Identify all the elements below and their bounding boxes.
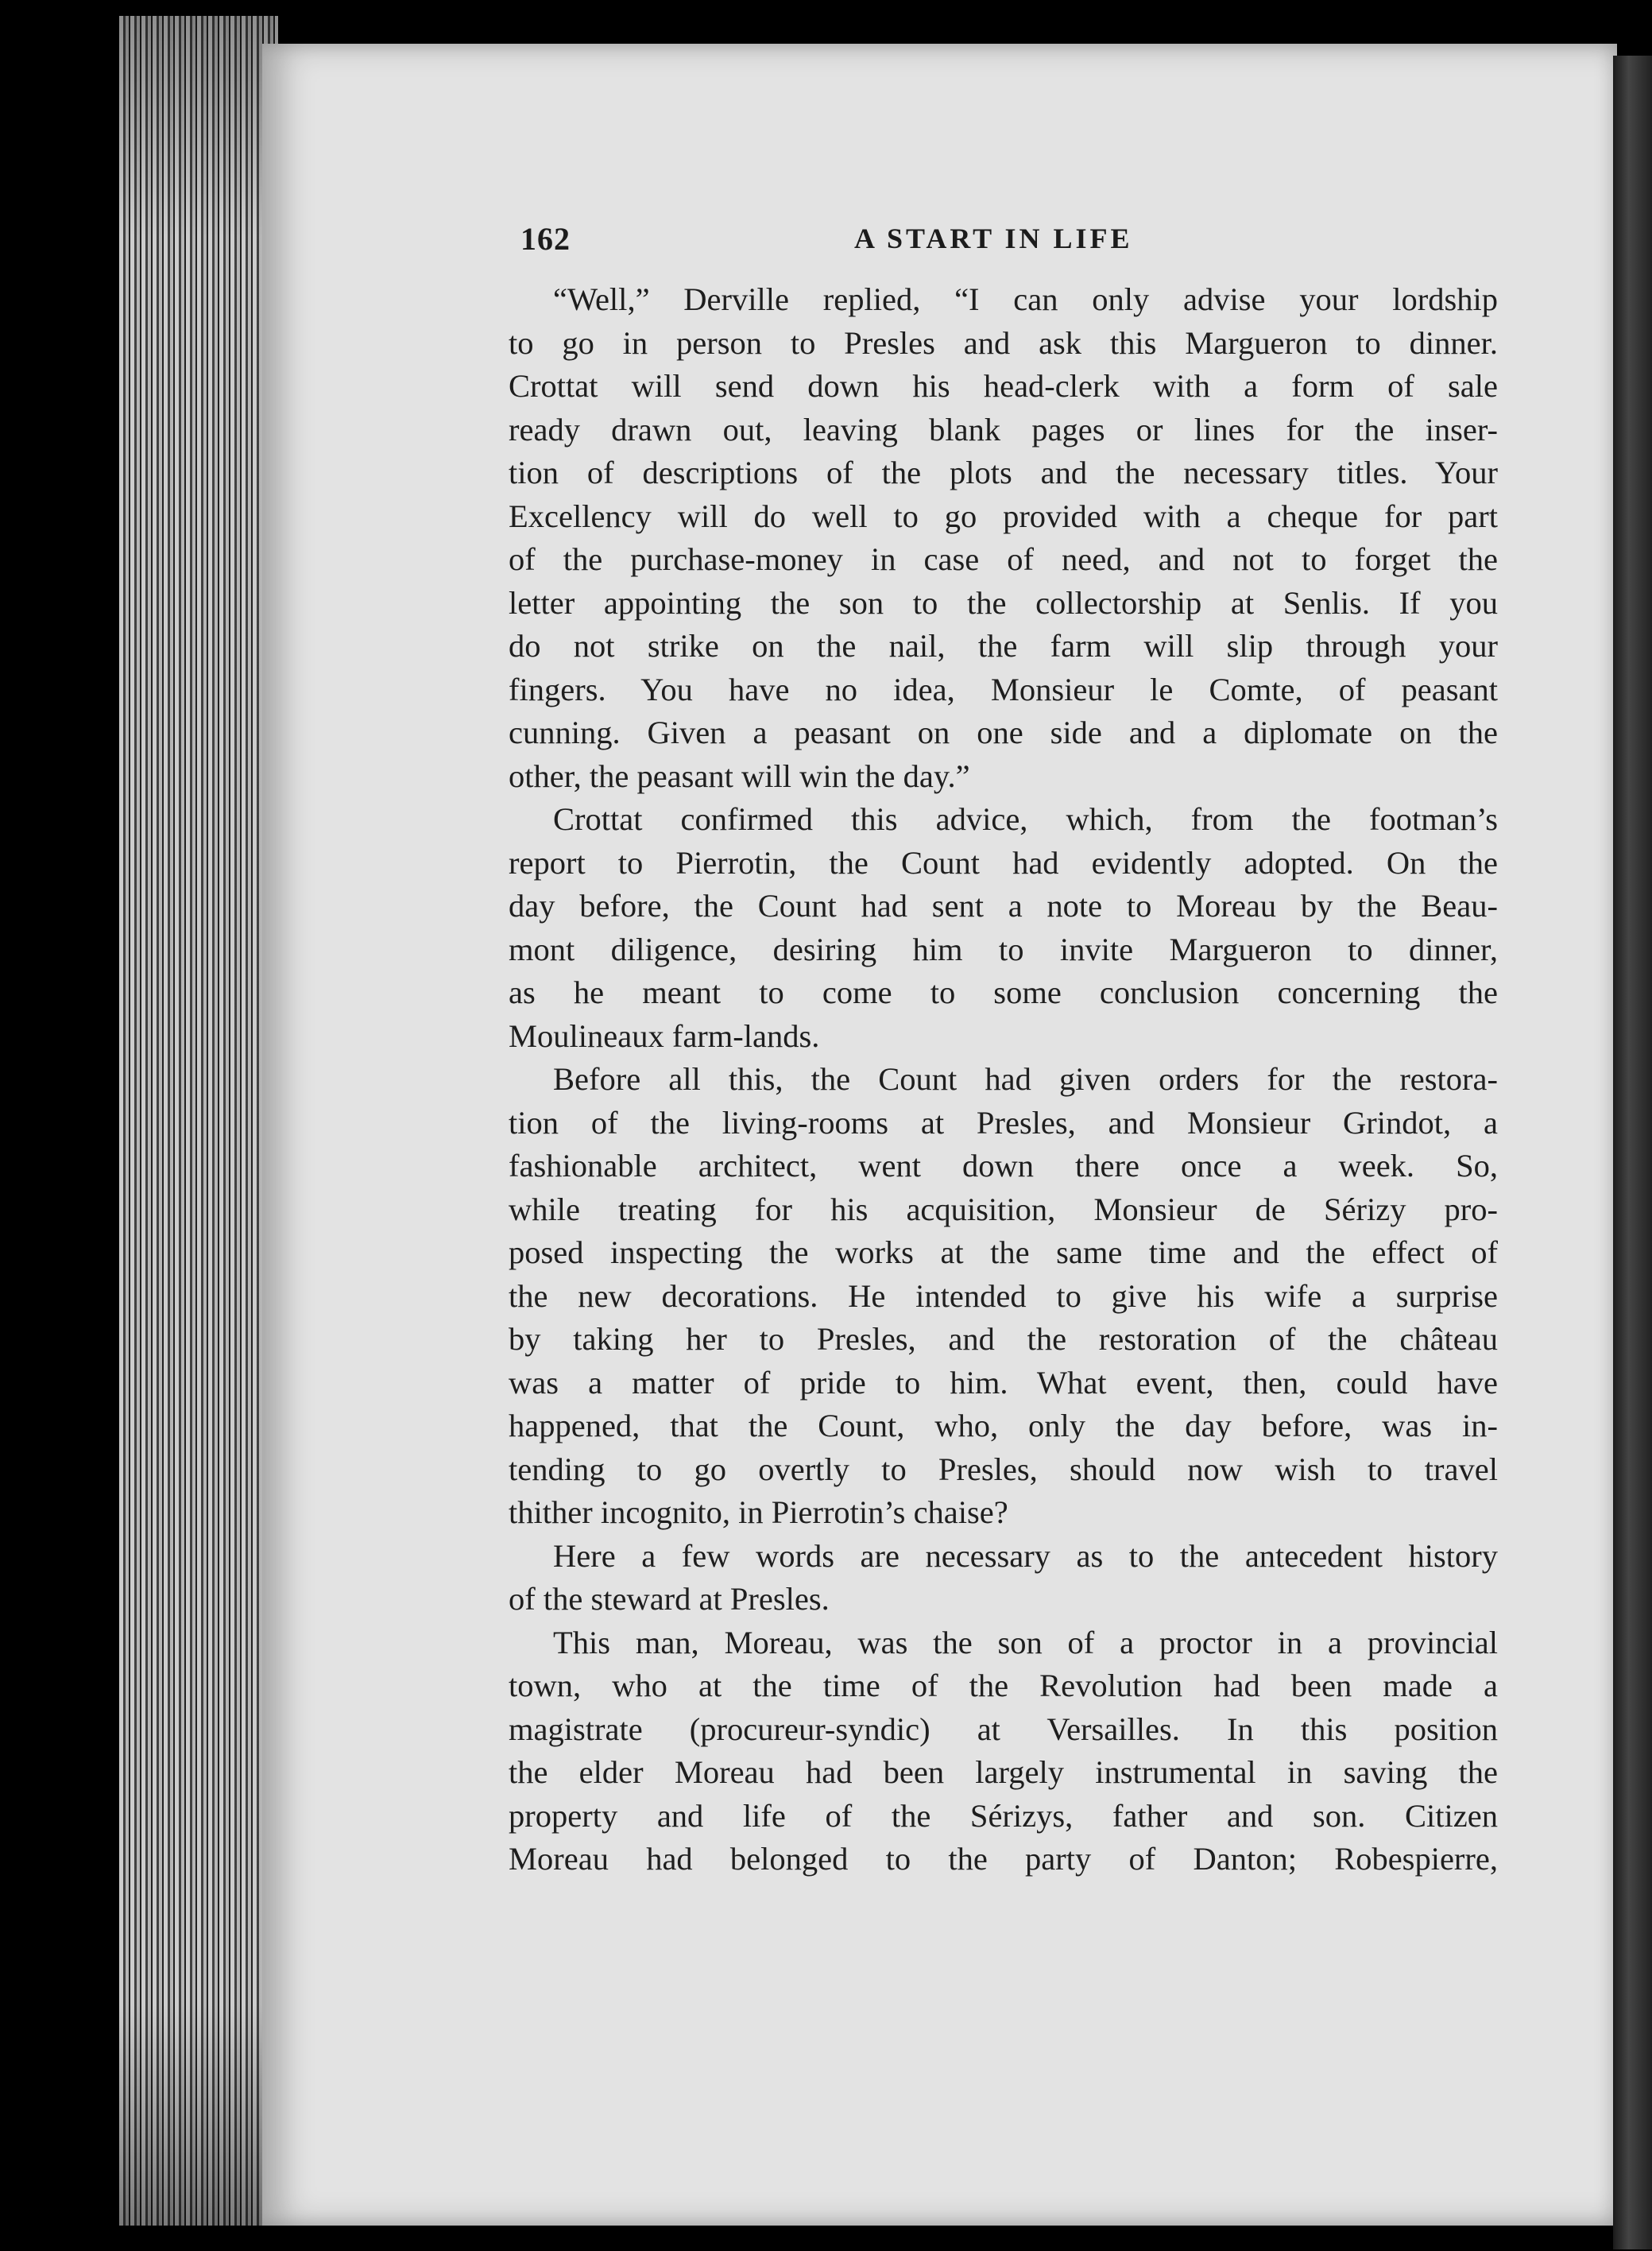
text-line: property and life of the Sérizys, father and son. Citizen bbox=[509, 1797, 1498, 1834]
text-line: report to Pierrotin, the Count had evidently adopted. On the bbox=[509, 844, 1498, 881]
text-line: Moreau had belonged to the party of Danton; Robespierre, bbox=[509, 1841, 1498, 1877]
text-line: This man, Moreau, was the son of a proctor in a provincial bbox=[553, 1624, 1498, 1660]
text-line: Moulineaux farm-lands. bbox=[509, 1017, 820, 1054]
text-line: magistrate (procureur-syndic) at Versailles. In this position bbox=[509, 1711, 1498, 1747]
text-line: tion of descriptions of the plots and the necessary titles. Your bbox=[509, 455, 1498, 490]
text-line: as he meant to come to some conclusion concerning the bbox=[509, 974, 1498, 1010]
text-line: “Well,” Derville replied, “I can only advise your lordship bbox=[553, 281, 1498, 317]
text-line: letter appointing the son to the collectorship at Senlis. If you bbox=[509, 584, 1498, 621]
text-line: the new decorations. He intended to give his wife a surprise bbox=[509, 1277, 1498, 1314]
text-line: of the steward at Presles. bbox=[509, 1581, 830, 1617]
text-line: fashionable architect, went down there once a week. So, bbox=[509, 1148, 1498, 1184]
text-line: posed inspecting the works at the same time and the effect of bbox=[509, 1234, 1498, 1270]
text-line: to go in person to Presles and ask this Margueron to dinner. bbox=[509, 324, 1498, 361]
text-line: Crottat confirmed this advice, which, from the footman’s bbox=[553, 801, 1498, 837]
text-line: Here a few words are necessary as to the antecedent history bbox=[553, 1537, 1498, 1574]
body-text bbox=[509, 278, 1498, 1881]
text-line: town, who at the time of the Revolution had been made a bbox=[509, 1668, 1498, 1703]
text-line: cunning. Given a peasant on one side and a diplomate on the bbox=[509, 715, 1498, 750]
text-line: Before all this, the Count had given orders for the restora- bbox=[553, 1061, 1498, 1097]
text-line: Crottat will send down his head-clerk with a form of sale bbox=[509, 368, 1498, 404]
text-line: ready drawn out, leaving blank pages or lines for the inser- bbox=[509, 411, 1498, 447]
page-edges-shadow bbox=[119, 16, 278, 2226]
text-line: other, the peasant will win the day.” bbox=[509, 757, 970, 794]
text-line: do not strike on the nail, the farm will slip through your bbox=[509, 628, 1498, 664]
text-line: day before, the Count had sent a note to Moreau by the Beau- bbox=[509, 888, 1498, 924]
text-line: was a matter of pride to him. What event, then, could have bbox=[509, 1364, 1498, 1401]
text-line: of the purchase-money in case of need, and not to forget the bbox=[509, 541, 1498, 577]
right-binding-edge bbox=[1613, 56, 1652, 2249]
text-line: thither incognito, in Pierrotin’s chaise? bbox=[509, 1494, 1008, 1530]
text-line: fingers. You have no idea, Monsieur le Comte, of peasant bbox=[509, 671, 1498, 707]
text-line: tending to go overtly to Presles, should now wish to travel bbox=[509, 1451, 1498, 1487]
text-line: mont diligence, desiring him to invite Margueron to dinner, bbox=[509, 931, 1498, 967]
running-title: A START IN LIFE bbox=[854, 223, 1133, 254]
text-line: the elder Moreau had been largely instrumental in saving the bbox=[509, 1754, 1498, 1790]
page-number: 162 bbox=[520, 221, 571, 257]
text-line: by taking her to Presles, and the restoration of the château bbox=[509, 1321, 1498, 1357]
page-header bbox=[520, 220, 1490, 260]
text-line: while treating for his acquisition, Monsieur de Sérizy pro- bbox=[509, 1191, 1498, 1227]
text-line: tion of the living-rooms at Presles, and Monsieur Grindot, a bbox=[509, 1104, 1498, 1141]
text-line: happened, that the Count, who, only the day before, was in- bbox=[509, 1408, 1498, 1443]
text-line: Excellency will do well to go provided with a cheque for part bbox=[509, 498, 1498, 534]
